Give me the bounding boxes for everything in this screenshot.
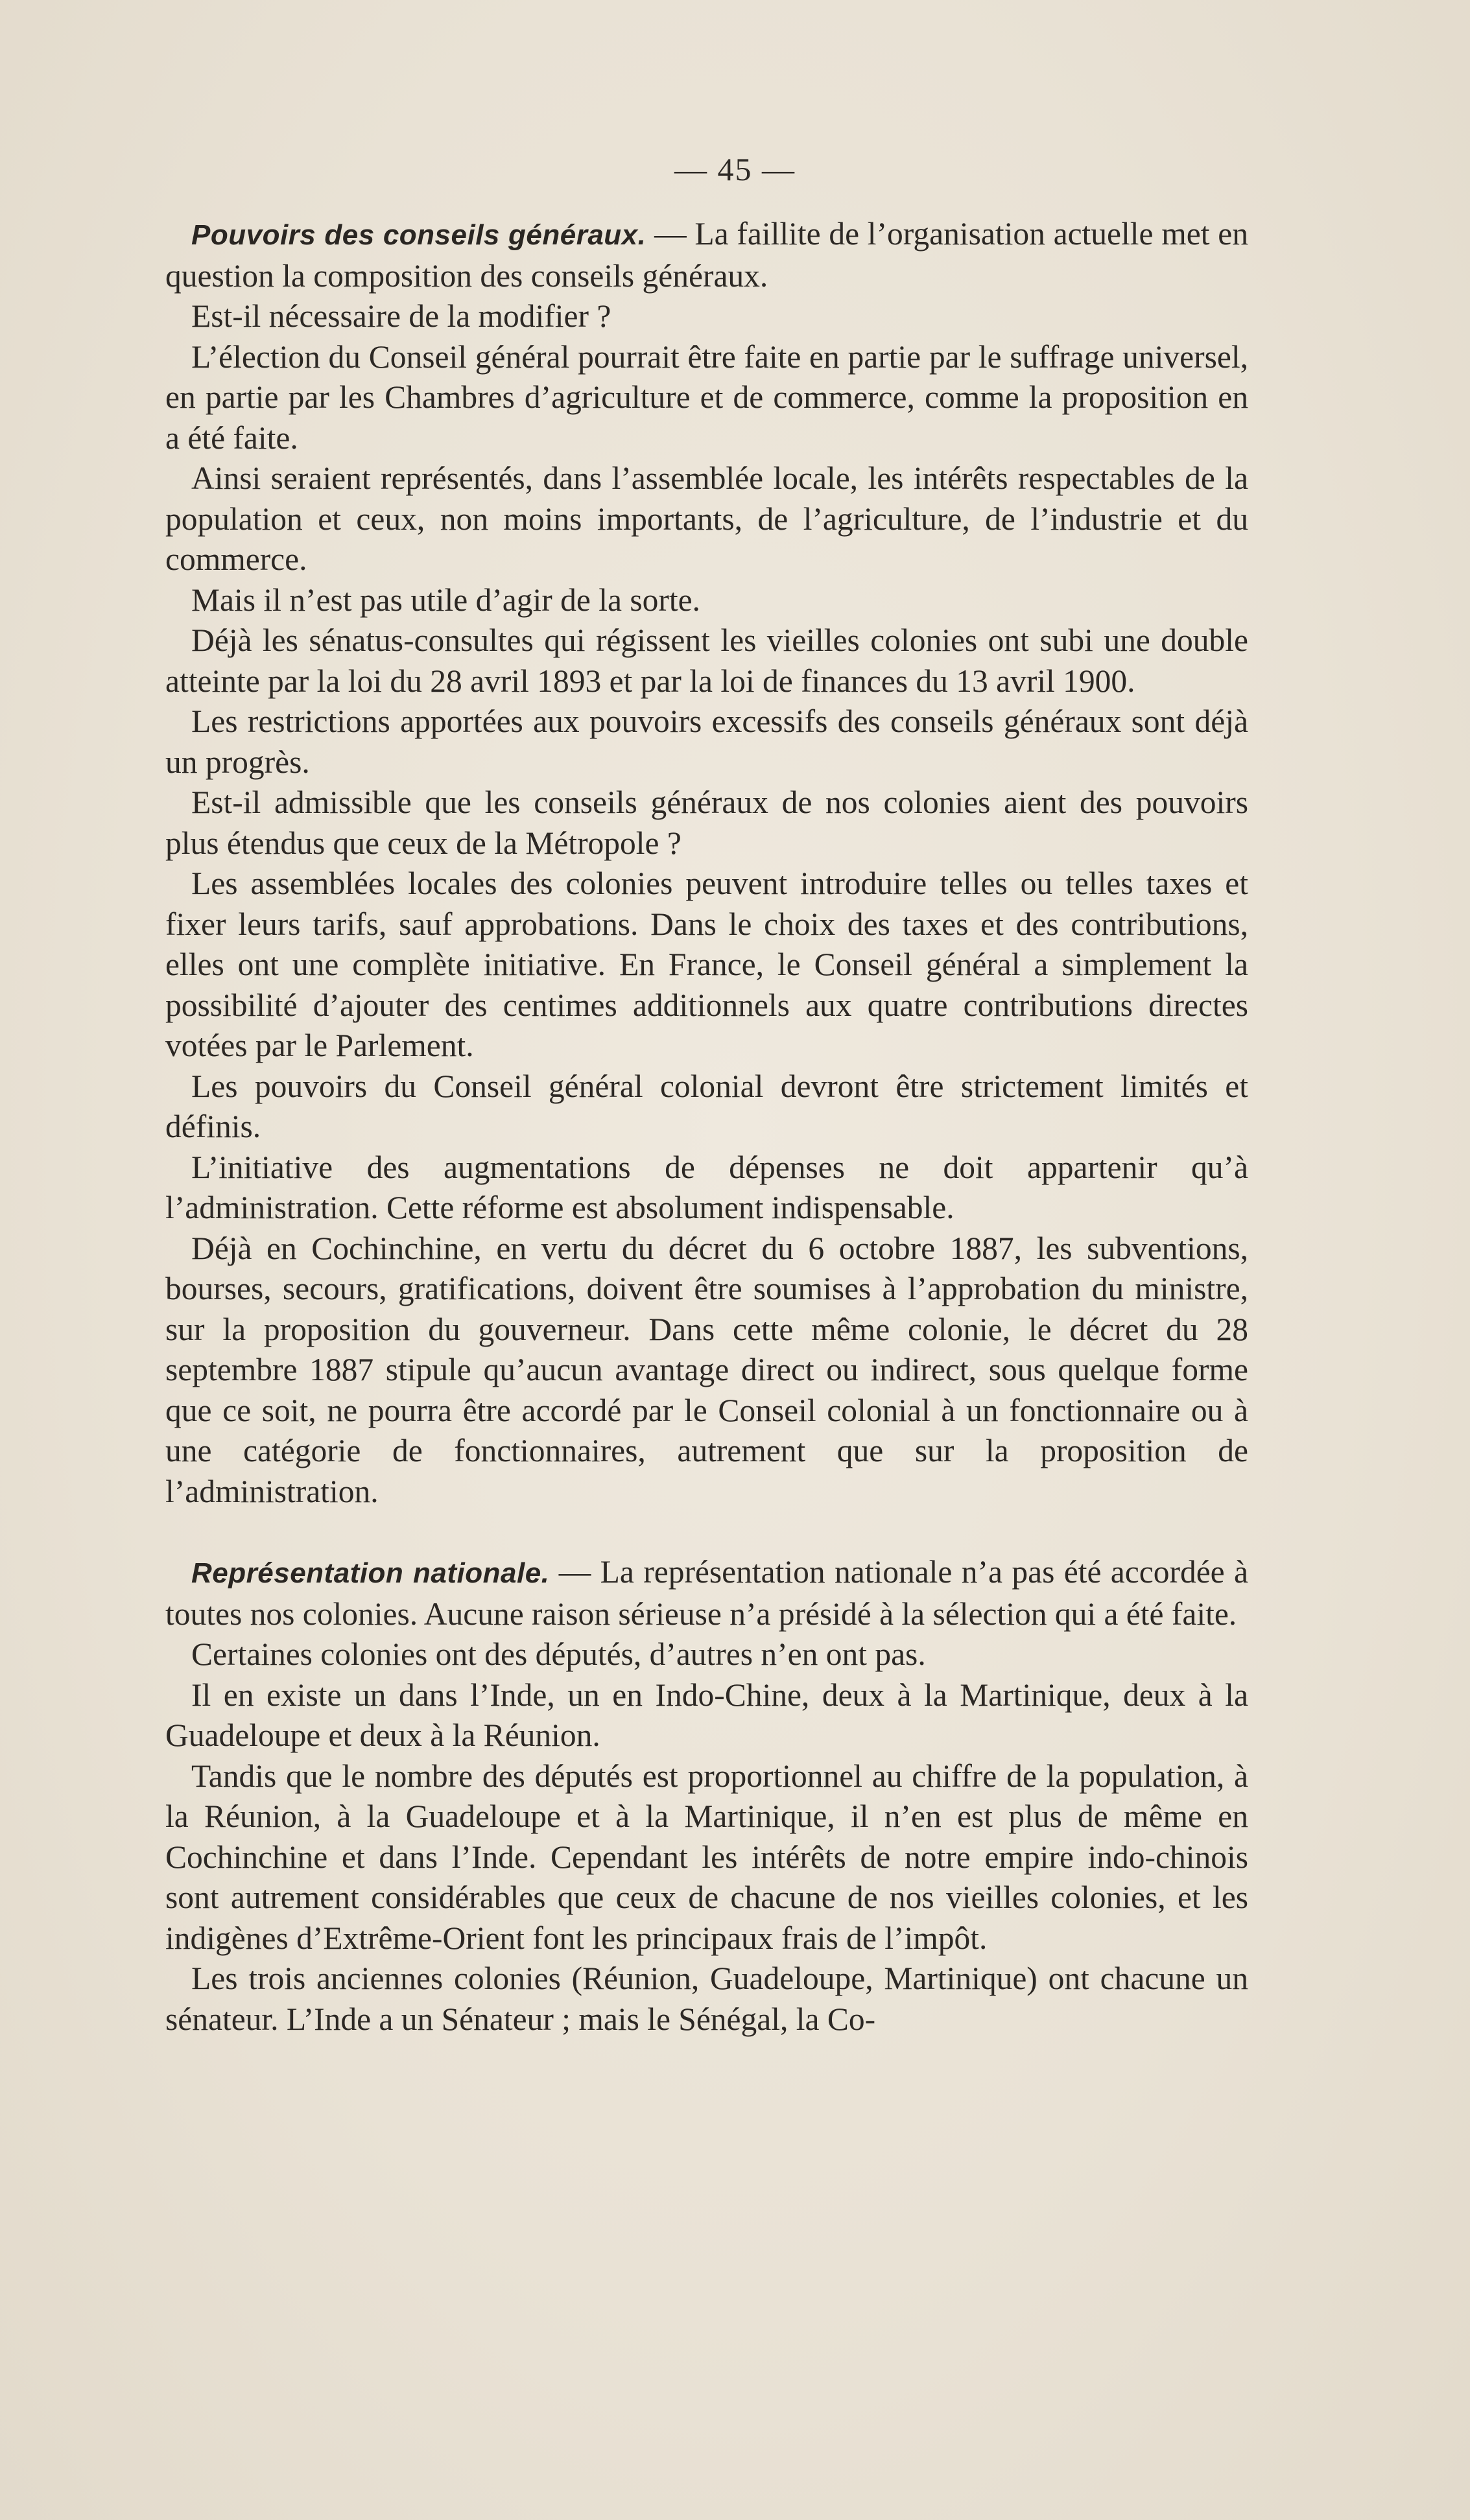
paragraph-text: — La faillite de l’organisation actuelle met en question la composition des conseils généraux.	[165, 216, 1248, 294]
paragraph: Est-il nécessaire de la modifier ?	[191, 298, 611, 334]
paragraph: Certaines colonies ont des députés, d’autres n’en ont pas.	[191, 1636, 926, 1672]
section-title: Représentation nationale.	[191, 1557, 550, 1589]
page-number: — 45 —	[674, 151, 796, 187]
paragraph	[165, 214, 1248, 296]
paragraph: Déjà les sénatus-consultes qui régissent les vieilles colonies ont subi une double atteinte par la loi du 28 avril 1893 et par la loi de finances du 13 avril 1900.	[165, 622, 1248, 699]
paragraph: Ainsi seraient représentés, dans l’assemblée locale, les intérêts respectables de la population et ceux, non moins importants, de l’agriculture, de l’industrie et du commerce.	[165, 460, 1248, 577]
paragraph: L’élection du Conseil général pourrait être faite en partie par le suffrage universel, en partie par les Chambres d’agriculture et de commerce, comme la proposition en a été faite.	[165, 338, 1248, 456]
paragraph	[165, 1552, 1248, 1634]
paragraph: Tandis que le nombre des députés est proportionnel au chiffre de la population, à la Réunion, à la Guadeloupe et à la Martinique, il n’en est plus de même en Cochinchine et dans l’Inde. Cependant les intérêts de notre empire indo-chinois sont autrement considérables que ceux de chacune de nos vieilles colonies, et les indigènes d’Extrême-Orient font les principaux frais de l’impôt.	[165, 1758, 1248, 1956]
paragraph: Les pouvoirs du Conseil général colonial devront être strictement limités et définis.	[165, 1068, 1248, 1144]
paragraph: Les assemblées locales des colonies peuvent introduire telles ou telles taxes et fixer leurs tarifs, sauf approbations. Dans le choix des taxes et des contributions, elles ont une complète initiative. En France, le Conseil général a simplement la possibilité d’ajouter des centimes additionnels aux quatre contributions directes votées par le Parlement.	[165, 866, 1248, 1063]
paragraph: Déjà en Cochinchine, en vertu du décret du 6 octobre 1887, les subventions, bourses, secours, gratifications, doivent être soumises à l’approbation du ministre, sur la proposition du gouverneur. Dans cette même colonie, le décret du 28 septembre 1887 stipule qu’aucun avantage direct ou indirect, sous quelque forme que ce soit, ne pourra être accordé par le Conseil colonial à un fonctionnaire ou à une catégorie de fonctionnaires, autrement que sur la proposition de l’administration.	[165, 1230, 1248, 1509]
paragraph-text: — La représentation nationale n’a pas été accordée à toutes nos colonies. Aucune raison sérieuse n’a présidé à la sélection qui a été faite.	[165, 1554, 1248, 1632]
paragraph: L’initiative des augmentations de dépenses ne doit appartenir qu’à l’administration. Cette réforme est absolument indispensable.	[165, 1149, 1248, 1225]
paragraph: Les trois anciennes colonies (Réunion, Guadeloupe, Martinique) ont chacune un sénateur. L’Inde a un Sénateur ; mais le Sénégal, la Co-	[165, 1961, 1248, 2037]
paragraph: Mais il n’est pas utile d’agir de la sorte.	[191, 582, 700, 618]
paragraph: Est-il admissible que les conseils généraux de nos colonies aient des pouvoirs plus étendus que ceux de la Métropole ?	[165, 784, 1248, 861]
section-title: Pouvoirs des conseils généraux.	[191, 219, 646, 251]
paragraph: Les restrictions apportées aux pouvoirs excessifs des conseils généraux sont déjà un progrès.	[165, 703, 1248, 780]
body-text	[165, 214, 1248, 2040]
paragraph: Il en existe un dans l’Inde, un en Indo-Chine, deux à la Martinique, deux à la Guadeloupe et deux à la Réunion.	[165, 1677, 1248, 1753]
